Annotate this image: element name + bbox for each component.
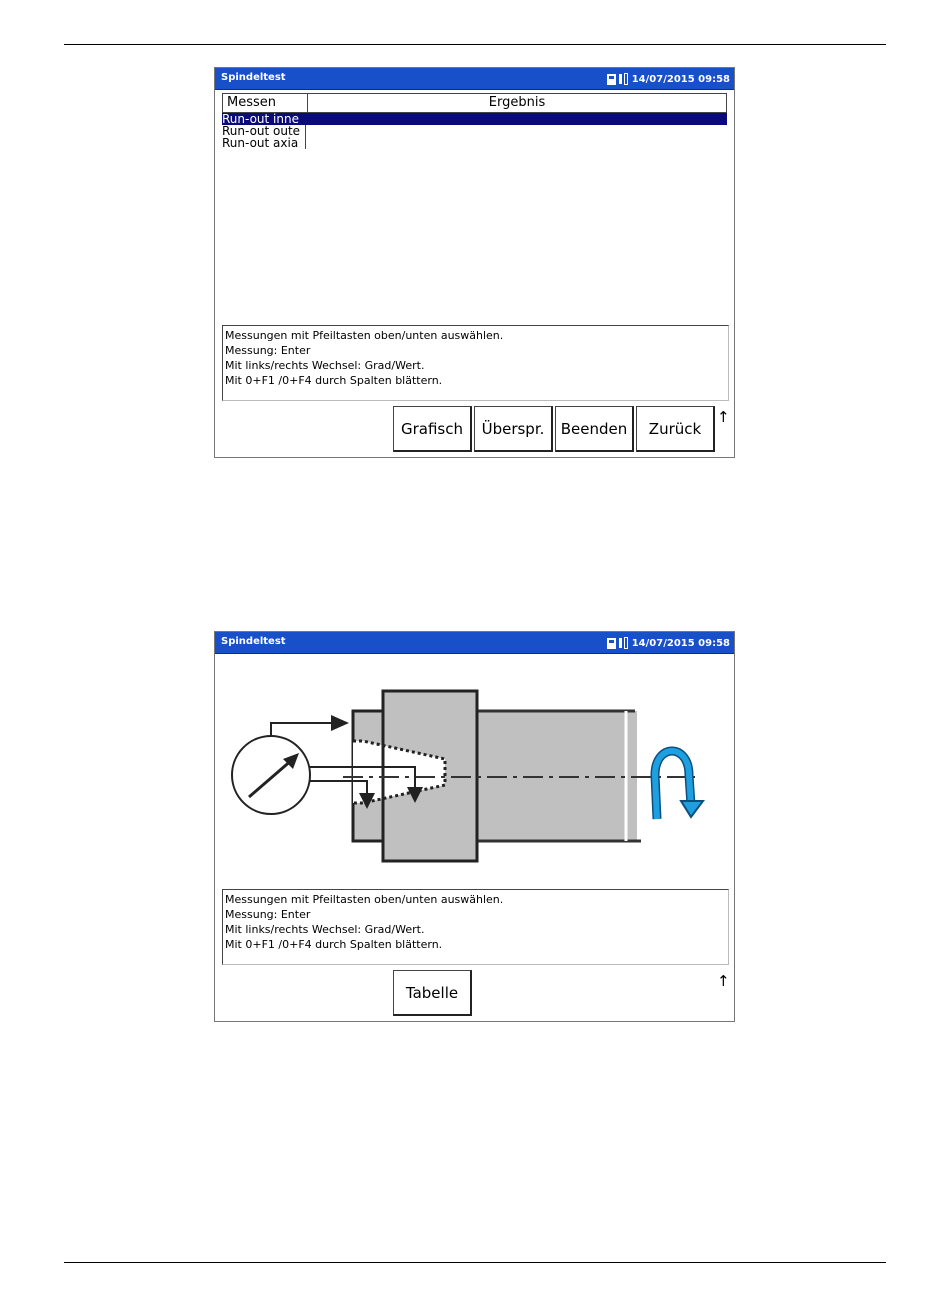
skip-button[interactable]: Überspr. [474, 406, 553, 452]
sd-card-icon [607, 638, 616, 649]
window-title: Spindeltest [221, 72, 286, 83]
help-text-box [222, 889, 729, 965]
column-header-ergebnis[interactable]: Ergebnis [488, 95, 546, 110]
measurement-name: Run-out oute [222, 125, 306, 137]
title-bar [215, 68, 734, 90]
power-plug-icon [619, 637, 629, 649]
more-keys-arrow-icon[interactable]: ↑ [717, 972, 730, 990]
datetime: 14/07/2015 09:58 [631, 73, 730, 85]
sd-card-icon [607, 74, 616, 85]
window-title: Spindeltest [221, 636, 286, 647]
help-text-box [222, 325, 729, 401]
measurement-name: Run-out axia [222, 137, 306, 149]
rotation-arrow-head [681, 801, 703, 817]
probe-arrow-top [331, 715, 349, 731]
help-line: Messungen mit Pfeiltasten oben/unten auswählen. [225, 329, 504, 342]
spindle-test-graphic-screen [214, 631, 735, 1022]
help-line: Mit links/rechts Wechsel: Grad/Wert. [225, 359, 425, 372]
status-area [607, 635, 730, 651]
dial-gauge-icon [232, 736, 310, 814]
column-header-messen[interactable]: Messen [223, 94, 308, 112]
help-line: Mit links/rechts Wechsel: Grad/Wert. [225, 923, 425, 936]
back-button[interactable]: Zurück [636, 406, 715, 452]
table-body [222, 113, 727, 153]
datetime: 14/07/2015 09:58 [631, 637, 730, 649]
help-line: Mit 0+F1 /0+F4 durch Spalten blättern. [225, 374, 443, 387]
power-plug-icon [619, 73, 629, 85]
function-key-bar [393, 406, 717, 452]
help-line: Mit 0+F1 /0+F4 durch Spalten blättern. [225, 938, 443, 951]
table-row[interactable] [222, 125, 727, 137]
grafisch-button[interactable]: Grafisch [393, 406, 472, 452]
table-row[interactable] [222, 113, 727, 125]
probe-line-top [271, 723, 333, 736]
page-top-rule [64, 44, 886, 45]
measurement-name: Run-out inne [222, 113, 306, 125]
spindle-test-table-screen [214, 67, 735, 458]
page-bottom-rule [64, 1262, 886, 1263]
finish-button[interactable]: Beenden [555, 406, 634, 452]
table-header [222, 93, 727, 113]
help-line: Messung: Enter [225, 908, 311, 921]
spindle-runout-diagram [215, 655, 734, 887]
table-row[interactable] [222, 137, 727, 149]
help-line: Messung: Enter [225, 344, 311, 357]
help-line: Messungen mit Pfeiltasten oben/unten auswählen. [225, 893, 504, 906]
title-bar [215, 632, 734, 654]
more-keys-arrow-icon[interactable]: ↑ [717, 408, 730, 426]
function-key-bar [393, 970, 474, 1016]
table-button[interactable]: Tabelle [393, 970, 472, 1016]
status-area [607, 71, 730, 87]
